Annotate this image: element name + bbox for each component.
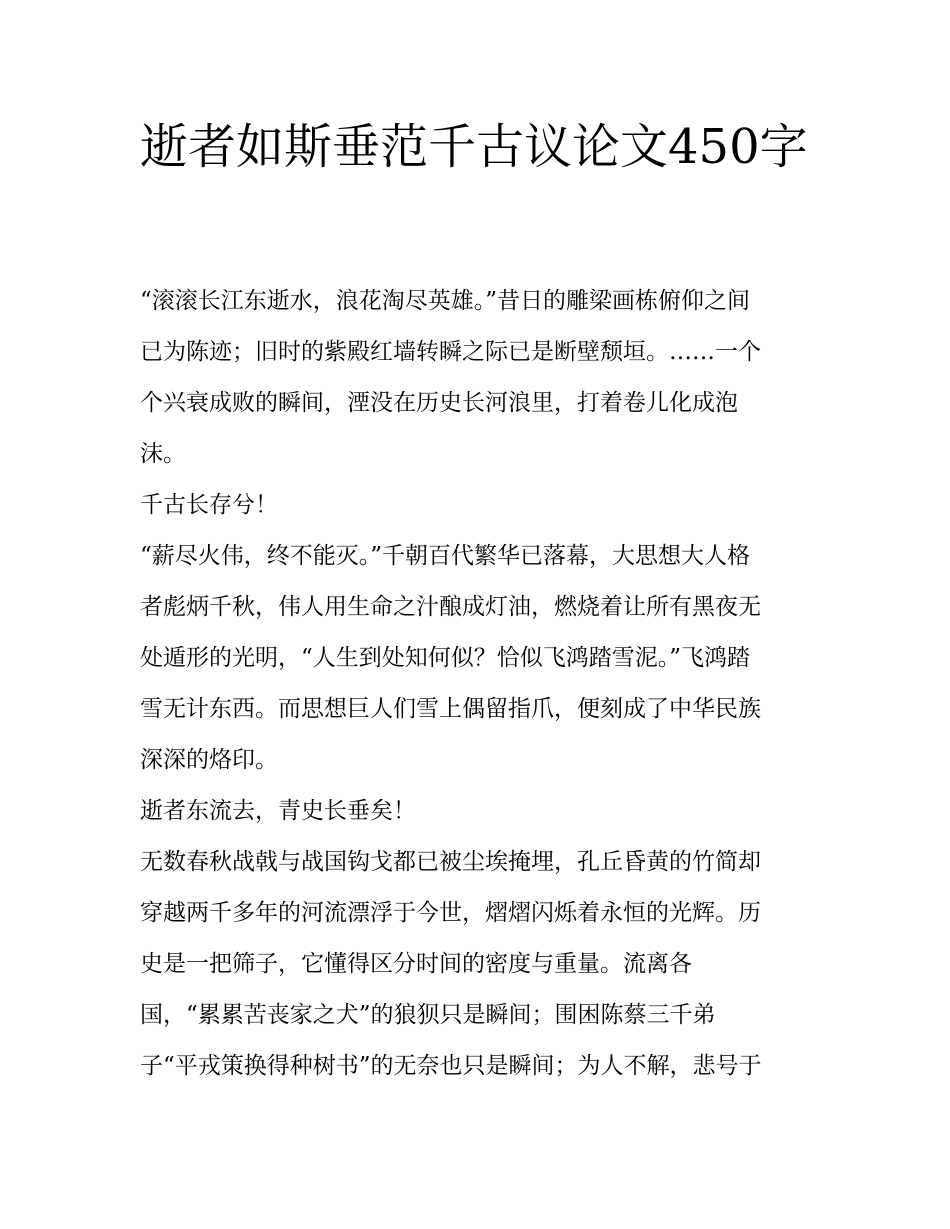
paragraph-line: 深深的烙印。 <box>140 747 278 773</box>
paragraph-line: 千古长存兮！ <box>140 492 278 518</box>
paragraph-line: 处遁形的光明，“人生到处知何似？恰似飞鸿踏雪泥。”飞鸿踏 <box>140 645 751 671</box>
paragraph-line: 者彪炳千秋，伟人用生命之汁酿成灯油，燃烧着让所有黑夜无 <box>140 594 761 620</box>
paragraph-line: “滚滚长江东逝水，浪花淘尽英雄。”昔日的雕梁画栋俯仰之间 <box>140 288 751 314</box>
paragraph-line: 个兴衰成败的瞬间，湮没在历史长河浪里，打着卷儿化成泡 <box>140 390 738 416</box>
paragraph-line: 国，“累累苦丧家之犬”的狼狈只是瞬间；围困陈蔡三千弟 <box>140 1002 716 1028</box>
paragraph-line: 子“平戎策换得种树书”的无奈也只是瞬间；为人不解，悲号于 <box>140 1053 762 1079</box>
paragraph-line: 沫。 <box>140 441 186 467</box>
paragraph-line: 穿越两千多年的河流漂浮于今世，熠熠闪烁着永恒的光辉。历 <box>140 900 761 926</box>
paragraph-line: 雪无计东西。而思想巨人们雪上偶留指爪，便刻成了中华民族 <box>140 696 761 722</box>
paragraph-line: 史是一把筛子，它懂得区分时间的密度与重量。流离各 <box>140 951 692 977</box>
paragraph-line: 逝者东流去，青史长垂矣！ <box>140 798 416 824</box>
paragraph-line: 无数春秋战戟与战国钩戈都已被尘埃掩埋，孔丘昏黄的竹简却 <box>140 849 761 875</box>
paragraph-line: 已为陈迹；旧时的紫殿红墙转瞬之际已是断壁颓垣。……一个 <box>140 339 761 365</box>
document-title: 逝者如斯垂范千古议论文450字 <box>140 119 808 175</box>
document-body <box>140 276 820 1092</box>
paragraph-line: “薪尽火伟，终不能灭。”千朝百代繁华已落幕，大思想大人格 <box>140 543 751 569</box>
